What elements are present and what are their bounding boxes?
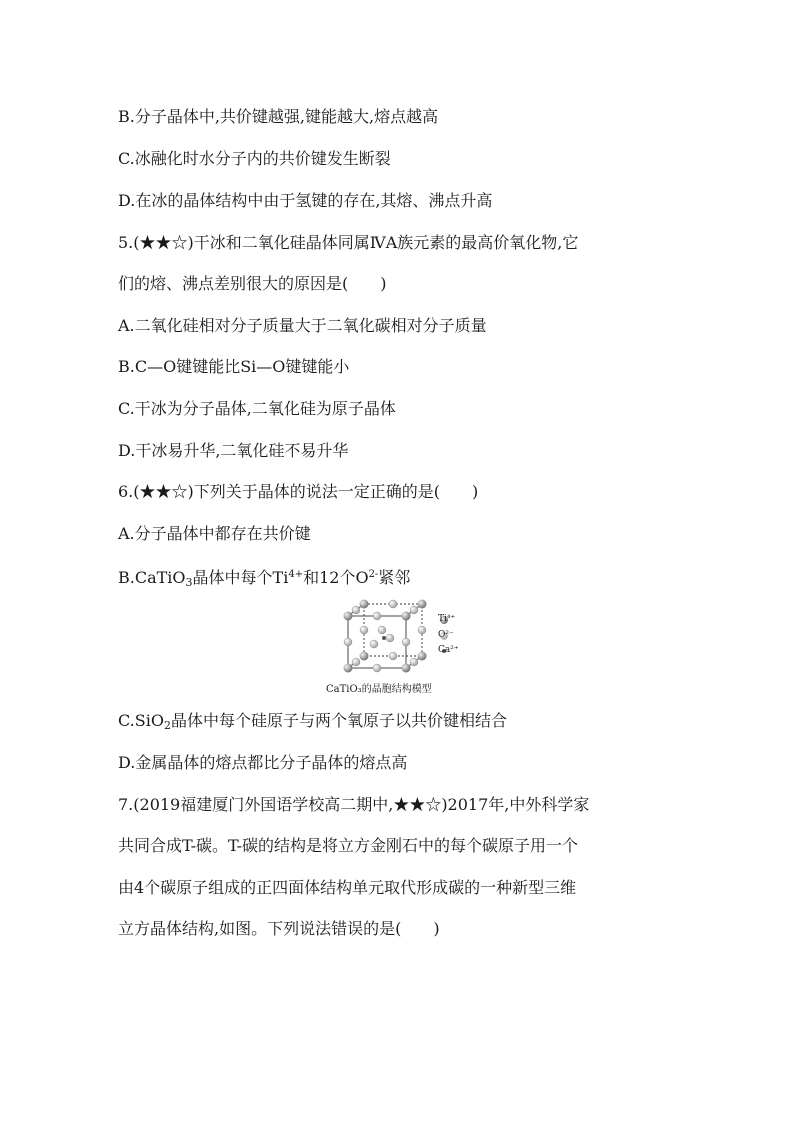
- option-5d: D.干冰易升华,二氧化硅不易升华: [118, 441, 349, 460]
- option-6b-sup2: 2-: [368, 569, 379, 580]
- option-5b: B.C—O键键能比Si—O键键能小: [118, 357, 350, 376]
- cube-edges: [348, 604, 422, 668]
- option-5a: A.二氧化硅相对分子质量大于二氧化碳相对分子质量: [118, 316, 487, 335]
- question-6-stem: 6.(★★☆)下列关于晶体的说法一定正确的是( ): [118, 482, 479, 501]
- option-6c: [118, 710, 507, 737]
- question-5-stem-cont: 们的熔、沸点差别很大的原因是( ): [118, 274, 387, 293]
- option-6b-sub: 3: [185, 576, 193, 589]
- line-4c: C.冰融化时水分子内的共价键发生断裂: [118, 149, 391, 168]
- option-6b-mid2: 和12个O: [303, 568, 369, 587]
- legend-ca: Ca²⁺: [438, 645, 459, 655]
- option-6b-mid1: 晶体中每个Ti: [192, 568, 289, 587]
- option-6c-prefix: C.SiO: [118, 711, 164, 730]
- legend-ti: Ti⁴⁺: [438, 614, 456, 624]
- line-4d: D.在冰的晶体结构中由于氢键的存在,其熔、沸点升高: [118, 191, 493, 210]
- ca-ion: [382, 636, 386, 640]
- line-4b: B.分子晶体中,共价键越强,键能越大,熔点越高: [118, 107, 439, 126]
- option-6a: A.分子晶体中都存在共价键: [118, 524, 311, 543]
- option-6d: D.金属晶体的熔点都比分子晶体的熔点高: [118, 753, 408, 772]
- o-ions: [344, 600, 426, 672]
- option-6b-suffix: 紧邻: [378, 568, 411, 587]
- figure-caption: CaTiO₃的晶胞结构模型: [326, 684, 432, 695]
- question-7-stem-2: 共同合成T-碳。T-碳的结构是将立方金刚石中的每个碳原子用一个: [118, 836, 579, 855]
- legend-o: O²⁻: [438, 630, 454, 640]
- option-6b-prefix: B.CaTiO: [118, 568, 186, 587]
- option-6c-suffix: 晶体中每个硅原子与两个氧原子以共价键相结合: [170, 711, 507, 730]
- option-6b: [118, 564, 410, 594]
- question-7-stem-4: 立方晶体结构,如图。下列说法错误的是( ): [118, 919, 440, 938]
- question-5-stem: 5.(★★☆)干冰和二氧化硅晶体同属ⅣA族元素的最高价氧化物,它: [118, 233, 579, 252]
- question-7-stem: 7.(2019福建厦门外国语学校高二期中,★★☆)2017年,中外科学家: [118, 795, 590, 814]
- option-6c-sub: 2: [163, 719, 171, 732]
- option-6b-sup1: 4+: [288, 569, 304, 580]
- option-5c: C.干冰为分子晶体,二氧化硅为原子晶体: [118, 399, 396, 418]
- question-7-stem-3: 由4个碳原子组成的正四面体结构单元取代形成碳的一种新型三维: [118, 878, 577, 897]
